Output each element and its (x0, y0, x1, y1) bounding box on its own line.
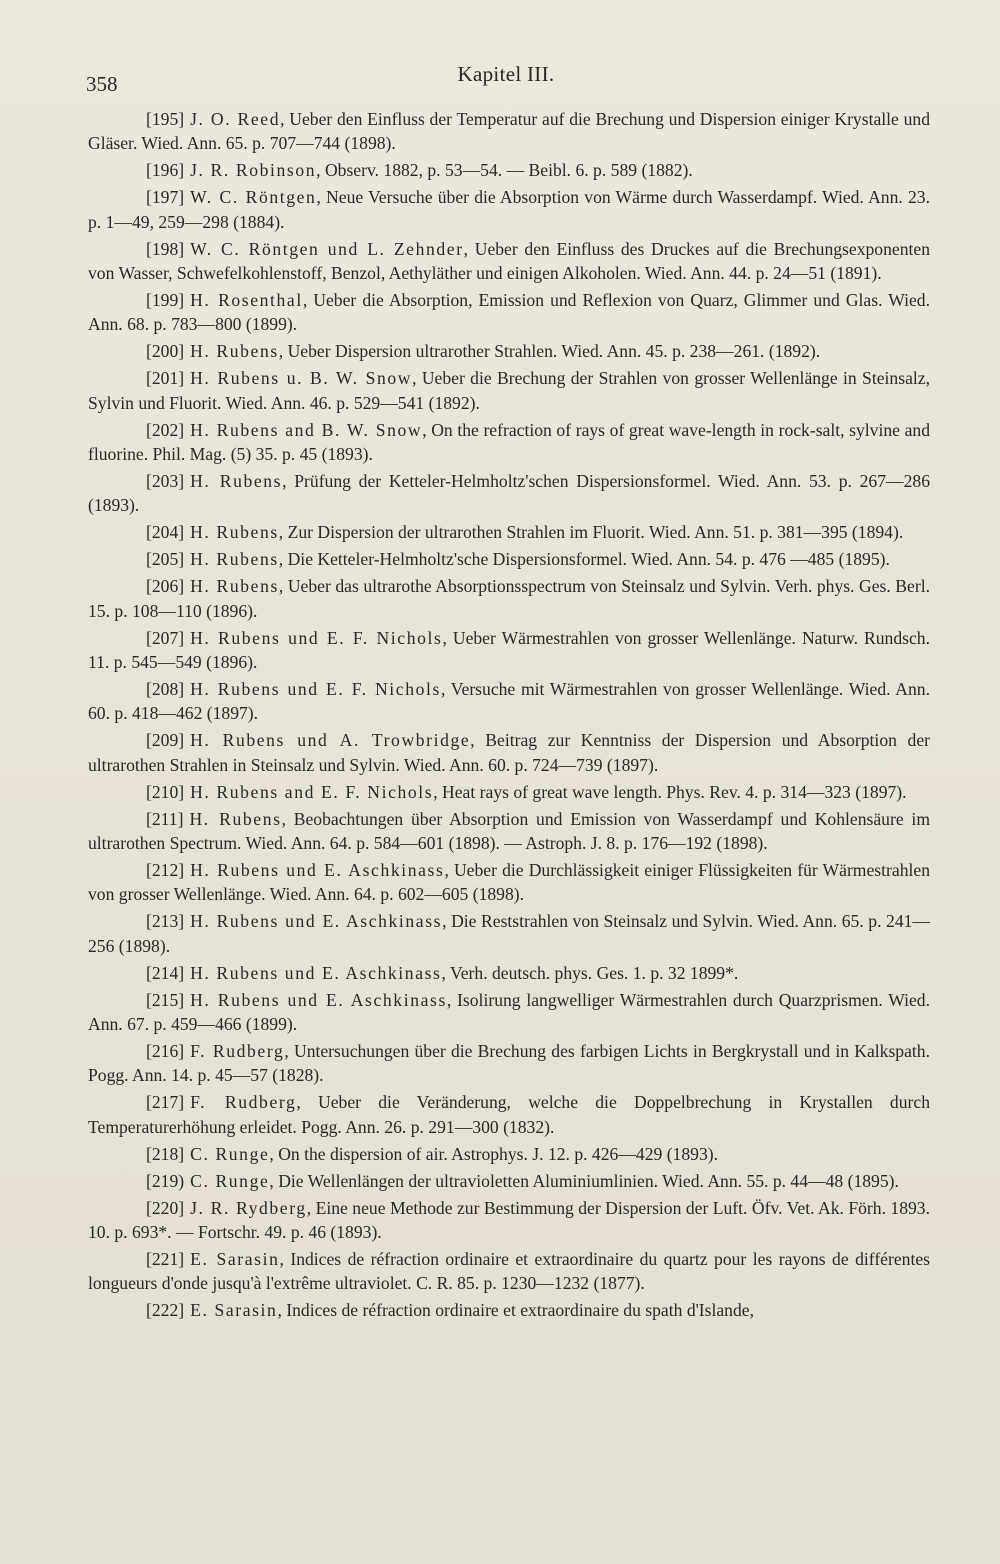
reference-author: F. Rudberg (190, 1041, 285, 1062)
reference-citation: , Indices de réfraction ordinaire et extraordinaire du quartz pour les rayons de différentes longueurs d'onde jusqu'à l'extrême ultraviolet. C. R. 85. p. 1230—1232 (1877). (88, 1249, 930, 1294)
reference-number: [199] (146, 289, 185, 310)
reference-entry (88, 547, 930, 571)
reference-citation: , Die Wellenlängen der ultravioletten Aluminiumlinien. Wied. Ann. 55. p. 44—48 (1895). (269, 1170, 899, 1191)
reference-number: [198] (146, 238, 185, 259)
reference-number: [214] (146, 962, 185, 983)
reference-number: [195] (146, 109, 185, 129)
reference-number: [206] (146, 576, 185, 597)
reference-author: J. R. Robinson (190, 160, 317, 181)
reference-citation: , Ueber die Absorption, Emission und Reflexion von Quarz, Glimmer und Glas. Wied. Ann. 68. p. 783—800 (1899). (88, 289, 930, 335)
reference-author: H. Rubens u. B. W. Snow (190, 368, 413, 389)
reference-citation: , Ueber den Einfluss des Druckes auf die Brechungsexponenten von Wasser, Schwefelkohlenstoff, Benzol, Aethyläther und einigen Alkoholen. Wied. Ann. 44. p. 24—51 (1891). (88, 238, 930, 283)
reference-citation: , Zur Dispersion der ultrarothen Strahlen im Fluorit. Wied. Ann. 51. p. 381—395 (1894). (278, 522, 904, 543)
reference-number: [222] (146, 1300, 185, 1321)
reference-number: [204] (146, 522, 185, 543)
reference-author: W. C. Röntgen (190, 187, 317, 208)
reference-citation: , Ueber den Einfluss der Temperatur auf die Brechung und Dispersion einiger Krystalle und Gläser. Wied. Ann. 65. p. 707—744 (1898). (88, 109, 930, 154)
reference-entry (88, 574, 930, 622)
reference-citation: , Eine neue Methode zur Bestimmung der Dispersion der Luft. Öfv. Vet. Ak. Förh. 1893. 10. p. 693*. — Fortschr. 49. p. 46 (1893). (88, 1197, 931, 1242)
reference-citation: , Observ. 1882, p. 53—54. — Beibl. 6. p. 589 (1882). (316, 160, 693, 181)
reference-author: H. Rubens und E. Aschkinass (190, 989, 447, 1010)
reference-citation: , Ueber die Brechung der Strahlen von grosser Wellenlänge in Steinsalz, Sylvin und Fluorit. Wied. Ann. 46. p. 529—541 (1892). (88, 368, 930, 413)
reference-list (88, 107, 930, 1325)
reference-number: [217] (146, 1092, 185, 1113)
reference-citation: , Verh. deutsch. phys. Ges. 1. p. 32 1899*. (441, 962, 739, 983)
reference-author: H. Rubens and E. F. Nichols (190, 781, 434, 802)
reference-number: [215] (146, 989, 185, 1010)
reference-number: [209] (146, 730, 185, 751)
reference-entry (88, 158, 930, 182)
running-head: Kapitel III. (457, 62, 555, 86)
reference-number: [202] (146, 419, 185, 440)
reference-entry (88, 780, 930, 804)
reference-number: [200] (146, 341, 185, 362)
reference-entry (88, 469, 930, 517)
reference-author: H. Rubens (190, 470, 283, 491)
reference-citation: , Die Ketteler-Helmholtz'sche Dispersionsformel. Wied. Ann. 54. p. 476 —485 (1895). (278, 549, 890, 570)
reference-entry (88, 1196, 930, 1244)
reference-author: H. Rubens und E. F. Nichols (190, 627, 443, 648)
reference-entry (88, 1298, 930, 1322)
reference-author: H. Rubens und A. Trowbridge (190, 730, 471, 751)
reference-author: H. Rubens (190, 522, 279, 543)
reference-number: [207] (146, 627, 185, 648)
reference-number: [218] (146, 1143, 185, 1164)
reference-author: H. Rubens und E. F. Nichols (190, 679, 441, 700)
reference-author: H. Rubens und E. Aschkinass (190, 962, 442, 983)
reference-citation: , Versuche mit Wärmestrahlen von grosser Wellenlänge. Wied. Ann. 60. p. 418—462 (1897). (88, 679, 930, 724)
reference-entry (88, 520, 930, 544)
reference-citation: , Beitrag zur Kenntniss der Dispersion und Absorption der ultrarothen Strahlen in Steinsalz und Sylvin. Wied. Ann. 60. p. 724—739 (1897). (88, 730, 930, 775)
reference-author: C. Runge (190, 1170, 270, 1191)
reference-citation: , Ueber die Veränderung, welche die Doppelbrechung in Krystallen durch Temperaturerhöhung erleidet. Pogg. Ann. 26. p. 291—300 (1832). (88, 1092, 930, 1137)
reference-citation: , On the refraction of rays of great wave-length in rock-salt, sylvine and fluorine. Phil. Mag. (5) 35. p. 45 (1893). (88, 419, 930, 464)
reference-entry (88, 677, 930, 725)
reference-number: [205] (146, 549, 185, 570)
reference-author: H. Rubens (190, 549, 279, 570)
reference-entry (88, 339, 930, 363)
reference-number: [197] (146, 187, 185, 208)
reference-entry (88, 366, 930, 414)
reference-citation: , Indices de réfraction ordinaire et extraordinaire du spath d'Islande, (277, 1300, 754, 1321)
reference-author: F. Rudberg (190, 1092, 297, 1113)
reference-author: H. Rubens (190, 576, 279, 597)
reference-citation: , Beobachtungen über Absorption und Emission von Wasserdampf und Kohlensäure im ultrarothen Spectrum. Wied. Ann. 64. p. 584—601 (1898). — Astroph. J. 8. p. 176—192 (1898). (88, 808, 930, 853)
reference-author: H. Rubens und E. Aschkinass (190, 860, 445, 881)
reference-citation: , Neue Versuche über die Absorption von Wärme durch Wasserdampf. Wied. Ann. 23. p. 1—49, 259—298 (1884). (88, 187, 930, 232)
reference-number: [203] (146, 470, 185, 491)
reference-number: [221] (146, 1249, 185, 1270)
reference-author: J. O. Reed (190, 109, 281, 129)
reference-entry (88, 988, 930, 1036)
reference-entry (88, 626, 930, 674)
reference-citation: , Die Reststrahlen von Steinsalz und Sylvin. Wied. Ann. 65. p. 241—256 (1898). (88, 911, 931, 956)
reference-number: [196] (146, 160, 185, 181)
reference-author: J. R. Rydberg (190, 1197, 307, 1218)
reference-entry (88, 909, 930, 957)
reference-entry (88, 1142, 930, 1166)
reference-entry (88, 185, 930, 233)
reference-entry (88, 1247, 930, 1295)
reference-author: C. Runge (190, 1143, 270, 1164)
reference-author: W. C. Röntgen und L. Zehnder (190, 238, 464, 259)
reference-entry (88, 728, 930, 776)
reference-entry (88, 858, 930, 906)
reference-number: [211] (146, 808, 184, 829)
page-number: 358 (86, 72, 118, 96)
reference-citation: , Prüfung der Ketteler-Helmholtz'schen Dispersionsformel. Wied. Ann. 53. p. 267—286 (1893). (88, 470, 931, 516)
reference-author: H. Rubens (189, 808, 282, 829)
reference-number: [219) (146, 1170, 185, 1191)
reference-number: [208] (146, 679, 185, 700)
reference-number: [201] (146, 368, 185, 389)
reference-entry (88, 1169, 930, 1193)
page-header (86, 62, 926, 96)
reference-entry (88, 807, 930, 855)
reference-citation: , Ueber die Durchlässigkeit einiger Flüssigkeiten für Wärmestrahlen von grosser Wellenlänge. Wied. Ann. 64. p. 602—605 (1898). (88, 860, 930, 905)
reference-entry (88, 1039, 930, 1087)
reference-number: [213] (146, 911, 185, 932)
reference-citation: , Isolirung langwelliger Wärmestrahlen durch Quarzprismen. Wied. Ann. 67. p. 459—466 (1899). (88, 989, 930, 1034)
reference-number: [216] (146, 1041, 185, 1062)
reference-citation: , Heat rays of great wave length. Phys. Rev. 4. p. 314—323 (1897). (433, 781, 907, 802)
reference-citation: , Untersuchungen über die Brechung des farbigen Lichts in Bergkrystall und in Kalkspath. Pogg. Ann. 14. p. 45—57 (1828). (88, 1041, 930, 1086)
reference-author: H. Rubens und E. Aschkinass (190, 911, 443, 932)
reference-citation: , Ueber das ultrarothe Absorptionsspectrum von Steinsalz und Sylvin. Verh. phys. Ges. Berl. 15. p. 108—110 (1896). (88, 576, 930, 621)
reference-citation: , On the dispersion of air. Astrophys. J. 12. p. 426—429 (1893). (269, 1143, 719, 1164)
reference-entry (88, 237, 930, 285)
reference-author: E. Sarasin (190, 1249, 280, 1270)
reference-citation: , Ueber Wärmestrahlen von grosser Wellenlänge. Naturw. Rundsch. 11. p. 545—549 (1896). (88, 627, 930, 672)
reference-citation: , Ueber Dispersion ultrarother Strahlen. Wied. Ann. 45. p. 238—261. (1892). (278, 341, 821, 362)
reference-entry (88, 1090, 930, 1138)
reference-author: H. Rosenthal (190, 289, 303, 310)
reference-author: H. Rubens (190, 341, 279, 362)
reference-entry (88, 418, 930, 466)
reference-number: [220] (146, 1197, 185, 1218)
reference-number: [210] (146, 781, 185, 802)
reference-entry (88, 288, 930, 336)
reference-number: [212] (146, 860, 185, 881)
reference-author: H. Rubens and B. W. Snow (190, 419, 423, 440)
reference-entry (88, 961, 930, 985)
reference-author: E. Sarasin (190, 1300, 278, 1321)
reference-entry (88, 107, 930, 155)
